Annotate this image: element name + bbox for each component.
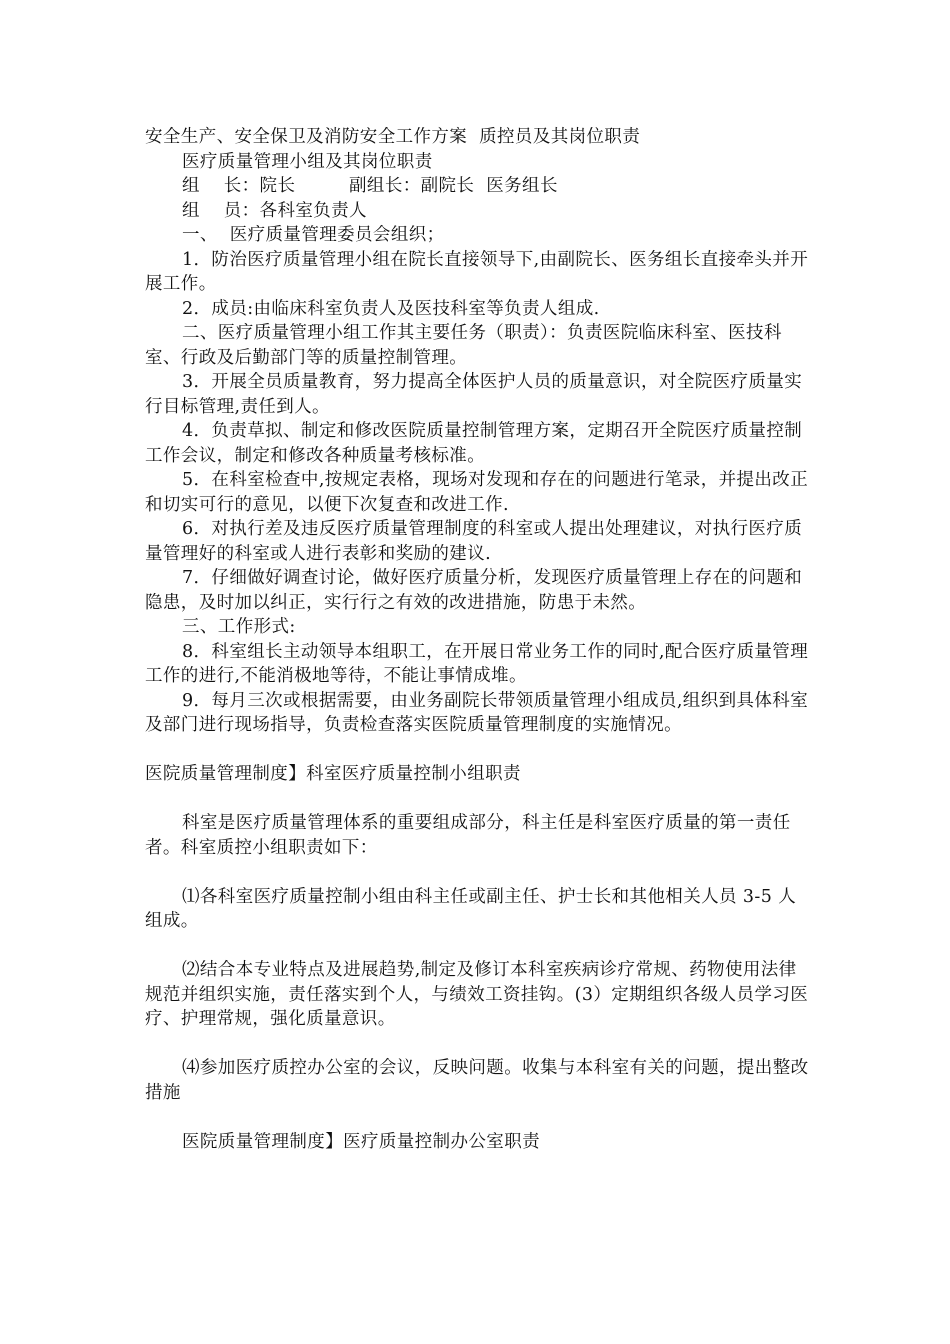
- paragraph-item-2: 2．成员:由临床科室负责人及医技科室等负责人组成.: [182, 298, 600, 319]
- office-section-heading: 医院质量管理制度】医疗质量控制办公室职责: [182, 1131, 540, 1152]
- paragraph-item-4: 4．负责草拟、制定和修改医院质量控制管理方案，定期召开全院医疗质量控制工作会议，制定和修改各种质量考核标准。: [145, 421, 803, 466]
- document-header-line: 安全生产、安全保卫及消防安全工作方案 质控员及其岗位职责: [145, 127, 641, 147]
- spacer: [145, 934, 810, 959]
- paragraph-item-7: 7．仔细做好调查讨论，做好医疗质量分析，发现医疗质量管理上存在的问题和隐患，及时加以纠正，实行行之有效的改进措施，防患于未然。: [145, 568, 803, 613]
- document-body: [145, 125, 810, 1154]
- leaders-line: 组 长：院长 副组长：副院长 医务组长: [182, 176, 558, 196]
- paragraph-item-3: 3．开展全员质量教育，努力提高全体医护人员的质量意识，对全院医疗质量实行目标管理,责任到人。: [145, 372, 803, 417]
- dept-item-4: ⑷参加医疗质控办公室的会议，反映问题。收集与本科室有关的问题，提出整改措施: [145, 1058, 809, 1103]
- paragraph-item-8: 8．科室组长主动领导本组职工，在开展日常业务工作的同时,配合医疗质量管理工作的进行,不能消极地等待，不能让事情成堆。: [145, 641, 809, 686]
- members-line: 组 员：各科室负责人: [182, 200, 367, 221]
- section-heading-1: 一、 医疗质量管理委员会组织；: [182, 225, 445, 245]
- paragraph-item-6: 6．对执行差及违反医疗质量管理制度的科室或人提出处理建议，对执行医疗质量管理好的科室或人进行表彰和奖励的建议.: [145, 519, 803, 564]
- dept-section-heading: 医院质量管理制度】科室医疗质量控制小组职责: [145, 764, 521, 784]
- paragraph-item-1: 1．防治医疗质量管理小组在院长直接领导下,由副院长、医务组长直接牵头并开展工作。: [145, 249, 809, 294]
- spacer: [145, 860, 810, 885]
- section-heading-2: 二、医疗质量管理小组工作其主要任务（职责）：负责医院临床科室、医技科室、行政及后勤部门等的质量控制管理。: [145, 323, 782, 368]
- document-subtitle: 医疗质量管理小组及其岗位职责: [182, 151, 433, 172]
- paragraph-item-9: 9．每月三次或根据需要，由业务副院长带领质量管理小组成员,组织到具体科室及部门进行现场指导，负责检查落实医院质量管理制度的实施情况。: [145, 690, 809, 735]
- dept-item-1: ⑴各科室医疗质量控制小组由科主任或副主任、护士长和其他相关人员 3-5 人组成。: [145, 886, 797, 931]
- spacer: [145, 1032, 810, 1057]
- dept-intro-paragraph: 科室是医疗质量管理体系的重要组成部分，科主任是科室医疗质量的第一责任者。科室质控小组职责如下：: [145, 813, 791, 858]
- paragraph-item-5: 5．在科室检查中,按规定表格，现场对发现和存在的问题进行笔录，并提出改正和切实可行的意见，以便下次复查和改进工作.: [145, 470, 809, 515]
- spacer: [145, 738, 810, 763]
- dept-item-2-3: ⑵结合本专业特点及进展趋势,制定及修订本科室疾病诊疗常规、药物使用法律规范并组织实施，责任落实到个人，与绩效工资挂钩。(3）定期组织各级人员学习医疗、护理常规，强化质量意识。: [145, 960, 809, 1029]
- section-heading-3: 三、工作形式:: [182, 617, 296, 637]
- spacer: [145, 1105, 810, 1130]
- spacer: [145, 787, 810, 812]
